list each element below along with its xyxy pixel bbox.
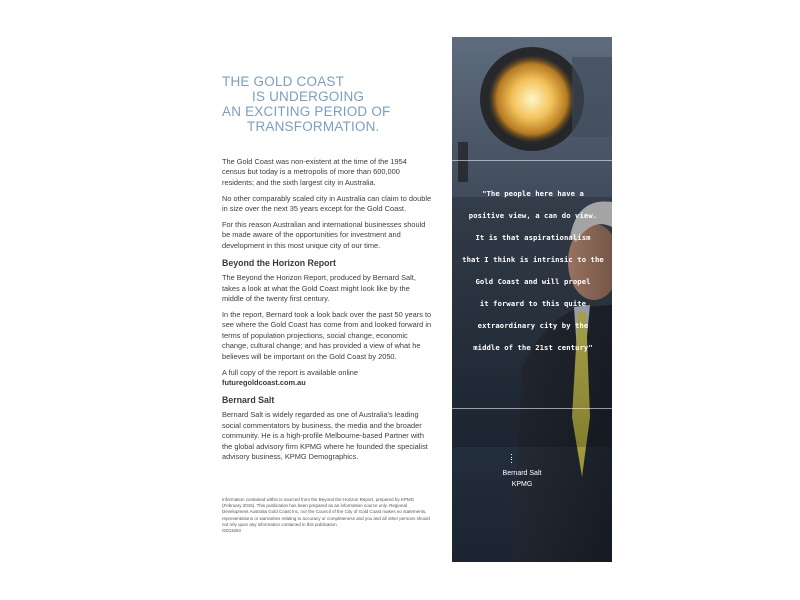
report-website-link[interactable]: futuregoldcoast.com.au [222,377,306,387]
report-availability-text: A full copy of the report is available online [222,367,358,377]
disclaimer-text: Information contained within is sourced from the Beyond the Horizon Report, prepared by KPMG (February 2015). This publication has been prepared as an information source only. Regional Development Australia Gold Coast Inc, nor the Council of the City of Gold Coast makes no statements, representations or warranties relating to accuracy or completeness and you and all other persons should not rely upon any information contained in this publication. [222,497,430,527]
bio-heading: Bernard Salt [222,395,275,406]
headline-line-2: IS UNDERGOING [252,89,365,104]
report-paragraph-3 [222,368,432,389]
body-column [222,157,432,468]
intro-paragraph-2: No other comparably scaled city in Australia can claim to double in size over the next 35 years except for the Gold Coast. [222,193,432,214]
attribution-organization: KPMG [511,481,533,488]
quote-line: extraordinary city by the [477,321,589,330]
quote-line: "The people here have a [482,189,584,198]
quote-top-divider [452,160,612,161]
document-code: GD11603 [222,528,241,534]
quote-attribution [452,468,592,490]
quote-line: it forward to this quite [479,299,587,308]
headline-line-3: AN EXCITING PERIOD OF [222,104,391,119]
report-heading: Beyond the Horizon Report [222,258,336,269]
report-paragraph-1: The Beyond the Horizon Report, produced by Bernard Salt, takes a look at what the Gold Coast might look like by the middle of the twenty first century. [222,273,416,304]
page-headline [222,74,422,134]
quote-line: It is that aspirationalism [475,233,591,242]
quote-line: middle of the 21st century" [473,343,593,352]
intro-paragraph-3: For this reason Australian and international businesses should be made aware of the opportunities for investment and development in this most unique city of our time. [222,220,426,250]
quote-line: Gold Coast and will propel [475,277,591,286]
quote-line: positive view, a can do view. [468,211,598,220]
headline-line-4: TRANSFORMATION. [247,119,380,134]
intro-paragraph-1: The Gold Coast was non-existent at the time of the 1954 census but today is a metropolis of more than 600,000 residents; and the sixth largest city in Australia. [222,157,407,187]
quote-line: that I think is intrinsic to the [462,255,604,264]
disclaimer-footnote [222,497,432,534]
headline-line-1: THE GOLD COAST [222,74,345,89]
bio-paragraph: Bernard Salt is widely regarded as one of Australia's leading social commentators by business, the media and the broader community. He is a high-profile Melbourne-based Partner with the global advisory firm KPMG where he founded the specialist advisory business, KPMG Demographics. [222,410,428,461]
pull-quote [458,183,608,359]
dotted-separator [511,454,513,466]
quote-bottom-divider [452,408,612,409]
attribution-name: Bernard Salt [502,470,542,477]
report-paragraph-2: In the report, Bernard took a look back over the past 50 years to see where the Gold Coast has come from and looked forward in terms of population projections, social change, economic change, cultural change; and has provided a view of what he believes will be important on the Gold Coast by 2050. [222,309,432,361]
